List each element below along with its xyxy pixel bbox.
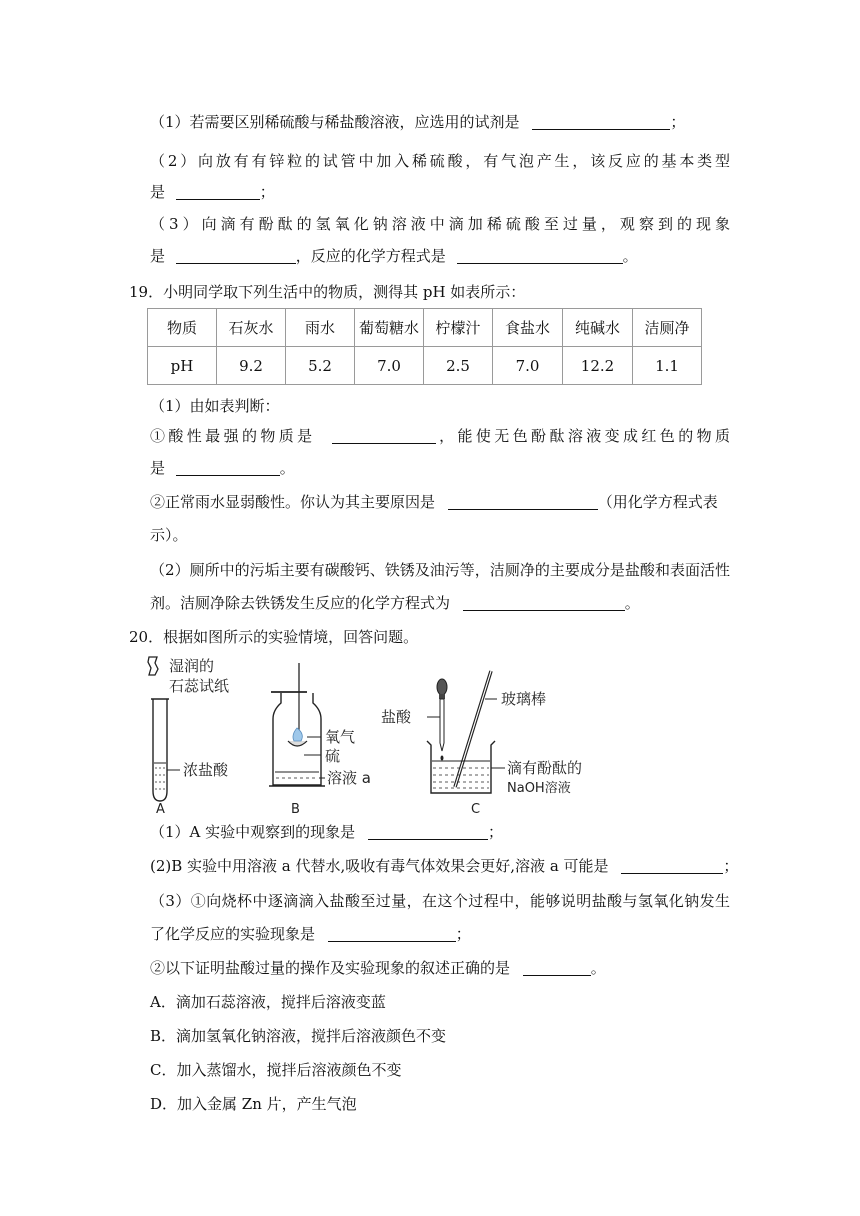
ph-table xyxy=(147,308,702,385)
option-b[interactable]: B．滴加氢氧化钠溶液，搅拌后溶液颜色不变 xyxy=(150,1027,447,1045)
answer-blank[interactable] xyxy=(532,113,670,130)
table-cell: 食盐水 xyxy=(493,309,563,347)
answer-blank[interactable] xyxy=(463,594,625,611)
answer-blank[interactable] xyxy=(448,493,598,510)
table-cell: 9.2 xyxy=(217,347,286,385)
q20-sub3-line1: （3）①向烧杯中逐滴滴入盐酸至过量，在这个过程中，能够说明盐酸与氢氧化钠发生 xyxy=(150,892,730,910)
figure-tag: B xyxy=(291,802,300,815)
q19-sub2-line1: （2）厕所中的污垢主要有碳酸钙、铁锈及油污等，洁厕净的主要成分是盐酸和表面活性 xyxy=(150,561,730,579)
q18-part3-line2: 是 ，反应的化学方程式是 。 xyxy=(150,247,638,265)
q20-sub1: （1）A 实验中观察到的现象是 ； xyxy=(150,823,503,841)
figure-label: 氧气 xyxy=(325,728,356,746)
figure-label: NaOH溶液 xyxy=(507,781,571,796)
flame-icon xyxy=(293,728,302,741)
table-cell: 7.0 xyxy=(493,347,563,385)
figure-label: 浓盐酸 xyxy=(183,761,229,779)
q20-sub3-line2: 了化学反应的实验现象是 ； xyxy=(150,925,471,943)
figure-label: 玻璃棒 xyxy=(501,690,547,708)
figure-label: 盐酸 xyxy=(381,708,412,726)
option-c[interactable]: C．加入蒸馏水，搅拌后溶液颜色不变 xyxy=(150,1061,402,1079)
answer-blank[interactable] xyxy=(328,925,456,942)
q18-part2-line2: 是 ； xyxy=(150,183,275,201)
answer-blank[interactable] xyxy=(457,247,623,264)
option-a[interactable]: A．滴加石蕊溶液，搅拌后溶液变蓝 xyxy=(150,993,386,1011)
table-row xyxy=(148,347,702,385)
answer-blank[interactable] xyxy=(176,459,280,476)
figure-label: 硫 xyxy=(325,747,341,765)
q20-sub2: (2)B 实验中用溶液 a 代替水,吸收有毒气体效果会更好,溶液 a 可能是 ； xyxy=(150,857,739,875)
table-cell: 7.0 xyxy=(355,347,424,385)
q19-stem: 19．小明同学取下列生活中的物质，测得其 pH 如表所示： xyxy=(129,283,526,301)
q19-sub1b-line1: ②正常雨水显弱酸性。你认为其主要原因是 （用化学方程式表 xyxy=(150,493,718,511)
answer-blank[interactable] xyxy=(176,183,260,200)
q19-sub1b-line2: 示）。 xyxy=(150,526,188,544)
option-d[interactable]: D．加入金属 Zn 片，产生气泡 xyxy=(150,1095,357,1113)
table-header-cell: pH xyxy=(148,347,217,385)
dropper-icon xyxy=(440,699,444,751)
answer-blank[interactable] xyxy=(368,823,488,840)
q19-sub1: （1）由如表判断： xyxy=(150,397,280,415)
q19-sub2-line2: 剂。洁厕净除去铁锈发生反应的化学方程式为 。 xyxy=(150,594,640,612)
figure-label: 溶液 a xyxy=(327,769,371,787)
table-cell: 洁厕净 xyxy=(633,309,702,347)
q20-stem: 20．根据如图所示的实验情境，回答问题。 xyxy=(129,628,419,646)
table-cell: 雨水 xyxy=(286,309,355,347)
figure-label: 滴有酚酞的 xyxy=(507,759,583,777)
test-tube-icon xyxy=(153,699,167,801)
table-cell: 1.1 xyxy=(633,347,702,385)
table-header-cell: 物质 xyxy=(148,309,217,347)
table-row xyxy=(148,309,702,347)
answer-blank[interactable] xyxy=(523,959,591,976)
q20-sub4: ②以下证明盐酸过量的操作及实验现象的叙述正确的是 。 xyxy=(150,959,606,977)
table-cell: 2.5 xyxy=(424,347,493,385)
table-cell: 柠檬汁 xyxy=(424,309,493,347)
table-cell: 12.2 xyxy=(563,347,633,385)
figure-tag: A xyxy=(156,802,165,815)
figure-label: 石蕊试纸 xyxy=(169,677,230,695)
q18-part1: （1）若需要区别稀硫酸与稀盐酸溶液，应选用的试剂是 ； xyxy=(150,113,686,131)
litmus-paper-icon xyxy=(148,657,158,675)
figure-label: 湿润的 xyxy=(169,657,215,675)
table-cell: 纯碱水 xyxy=(563,309,633,347)
q19-sub1a-line2: 是 。 xyxy=(150,459,295,477)
experiment-b xyxy=(269,663,371,815)
answer-blank[interactable] xyxy=(621,857,723,874)
experiment-c xyxy=(381,671,582,815)
dropper-bulb-icon xyxy=(437,679,447,695)
table-cell: 石灰水 xyxy=(217,309,286,347)
experiment-a xyxy=(148,657,229,815)
table-cell: 葡萄糖水 xyxy=(355,309,424,347)
answer-blank[interactable] xyxy=(176,247,296,264)
q18-part3-line1: （3）向滴有酚酞的氢氧化钠溶液中滴加稀硫酸至过量，观察到的现象 xyxy=(150,215,730,233)
table-cell: 5.2 xyxy=(286,347,355,385)
q18-part2-line1: （2）向放有有锌粒的试管中加入稀硫酸，有气泡产生，该反应的基本类型 xyxy=(150,152,730,170)
answer-blank[interactable] xyxy=(332,427,436,444)
experiment-figure xyxy=(145,655,605,815)
figure-tag: C xyxy=(471,802,481,815)
q19-sub1a-line1: ①酸性最强的物质是 ，能使无色酚酞溶液变成红色的物质 xyxy=(150,427,730,445)
combustion-spoon-icon xyxy=(288,741,307,746)
